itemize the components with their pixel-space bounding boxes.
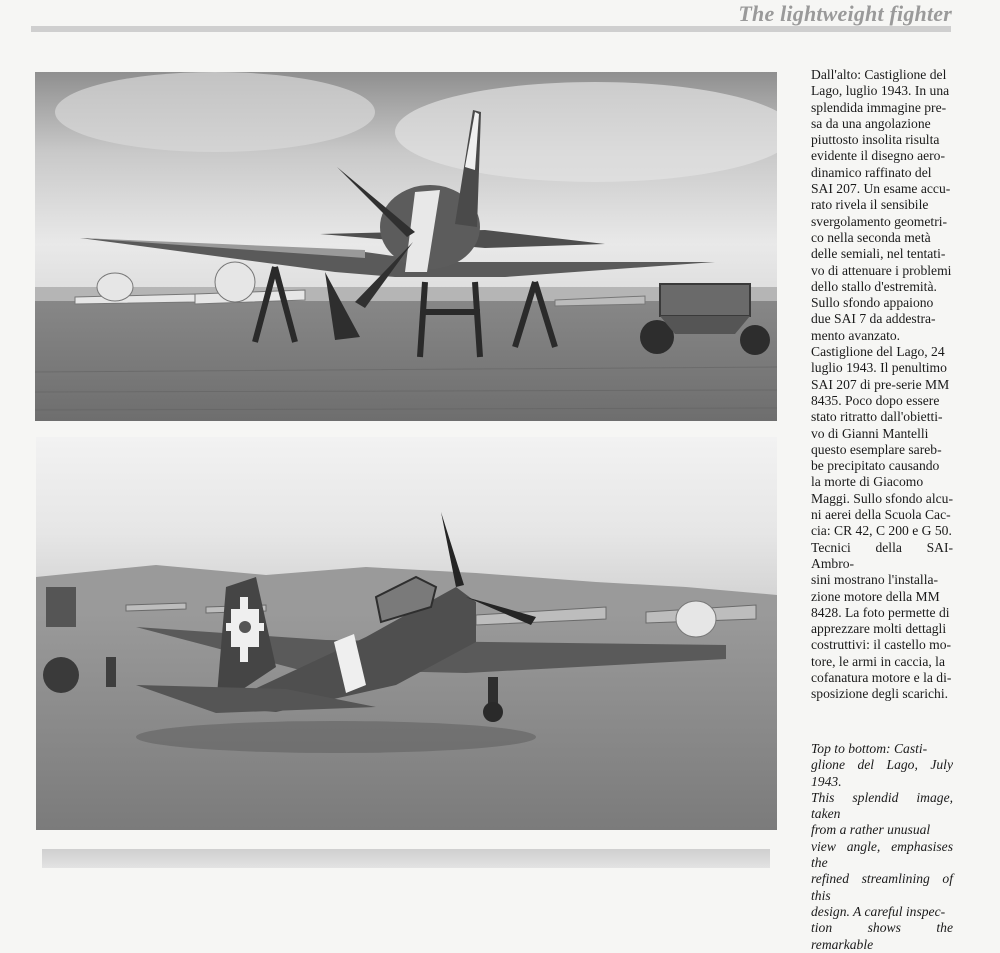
photo-bottom <box>42 849 770 868</box>
running-header-title: The lightweight fighter <box>738 1 952 26</box>
caption-english: Top to bottom: Casti- glione del Lago, July 1943. This splendid image, taken from a rather unusual view angle, emphasises the refined streamlining of this design. A careful inspec- tion shows the remarkable <box>811 741 953 952</box>
photo-top <box>35 72 777 421</box>
photo-middle <box>36 437 777 830</box>
caption-italian: Dall'alto: Castiglione del Lago, luglio 1943. In una splendida immagine pre- sa da una angolazione piuttosto insolita risulta evidente il disegno aero- dinamico raffinato del SAI 207. Un esame accu- rato rivela il sensibile svergolamento geometri- co nella seconda metà delle semiali, nel tentati- vo di attenuare i problemi dello stallo d'estremità. Sullo sfondo appaiono due SAI 7 da addestra- mento avanzato. Castiglione del Lago, 24 luglio 1943. Il penultimo SAI 207 di pre-serie MM 8435. Poco dopo essere stato ritratto dall'obietti- vo di Gianni Mantelli questo esemplare sareb- be precipitato causando la morte di Giacomo Maggi. Sullo sfondo alcu- ni aerei della Scuola Cac- cia: CR 42, C 200 e G 50. Tecnici della SAI-Ambro- sini mostrano l'installa- zione motore della MM 8428. La foto permette di apprezzare molti dettagli costruttivi: il castello mo- tore, le armi in caccia, la cofanatura motore e la di- sposizione degli scarichi. <box>811 67 953 702</box>
header-rule <box>31 26 951 32</box>
